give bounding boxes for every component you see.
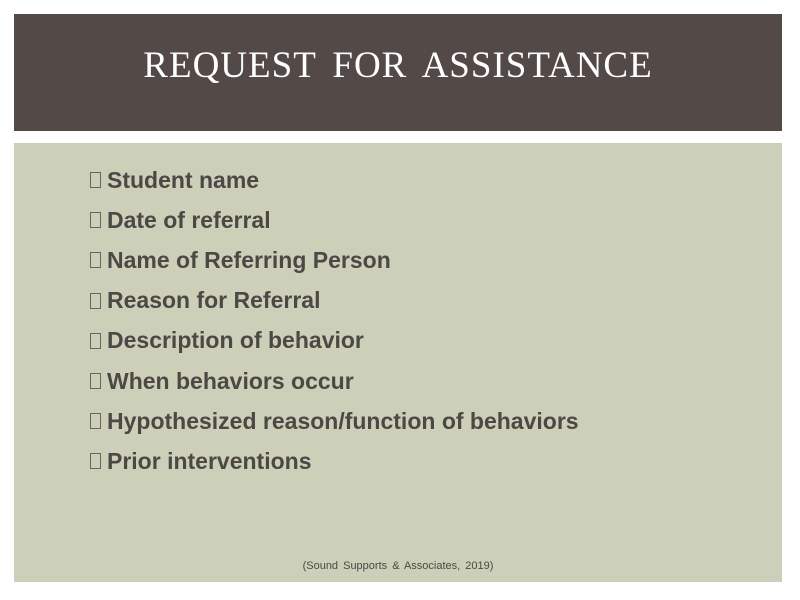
- bullet-text: Description of behavior: [107, 327, 364, 354]
- bullet-icon: [90, 172, 101, 188]
- bullet-text: When behaviors occur: [107, 367, 354, 394]
- bullet-text: Name of Referring Person: [107, 246, 391, 273]
- citation: (Sound Supports & Associates, 2019): [302, 560, 494, 572]
- bullet-item: [90, 160, 579, 200]
- bullet-text: Hypothesized reason/function of behaviors: [107, 407, 579, 434]
- title-bar: [14, 14, 782, 131]
- bullet-item: [90, 281, 579, 321]
- bullet-item: [90, 200, 579, 240]
- bullet-list: [90, 160, 579, 482]
- bullet-text: Student name: [107, 166, 260, 193]
- body-panel: [14, 143, 782, 582]
- bullet-text: Date of referral: [107, 206, 271, 233]
- bullet-icon: [90, 212, 101, 228]
- bullet-icon: [90, 413, 101, 429]
- bullet-icon: [90, 333, 101, 349]
- bullet-item: [90, 441, 579, 481]
- bullet-icon: [90, 453, 101, 469]
- bullet-text: Reason for Referral: [107, 287, 321, 314]
- bullet-item: [90, 240, 579, 280]
- bullet-item: [90, 401, 579, 441]
- bullet-icon: [90, 373, 101, 389]
- slide-title: REQUEST FOR ASSISTANCE: [143, 45, 653, 86]
- bullet-icon: [90, 293, 101, 309]
- bullet-icon: [90, 252, 101, 268]
- bullet-item: [90, 321, 579, 361]
- bullet-item: [90, 361, 579, 401]
- bullet-text: Prior interventions: [107, 447, 312, 474]
